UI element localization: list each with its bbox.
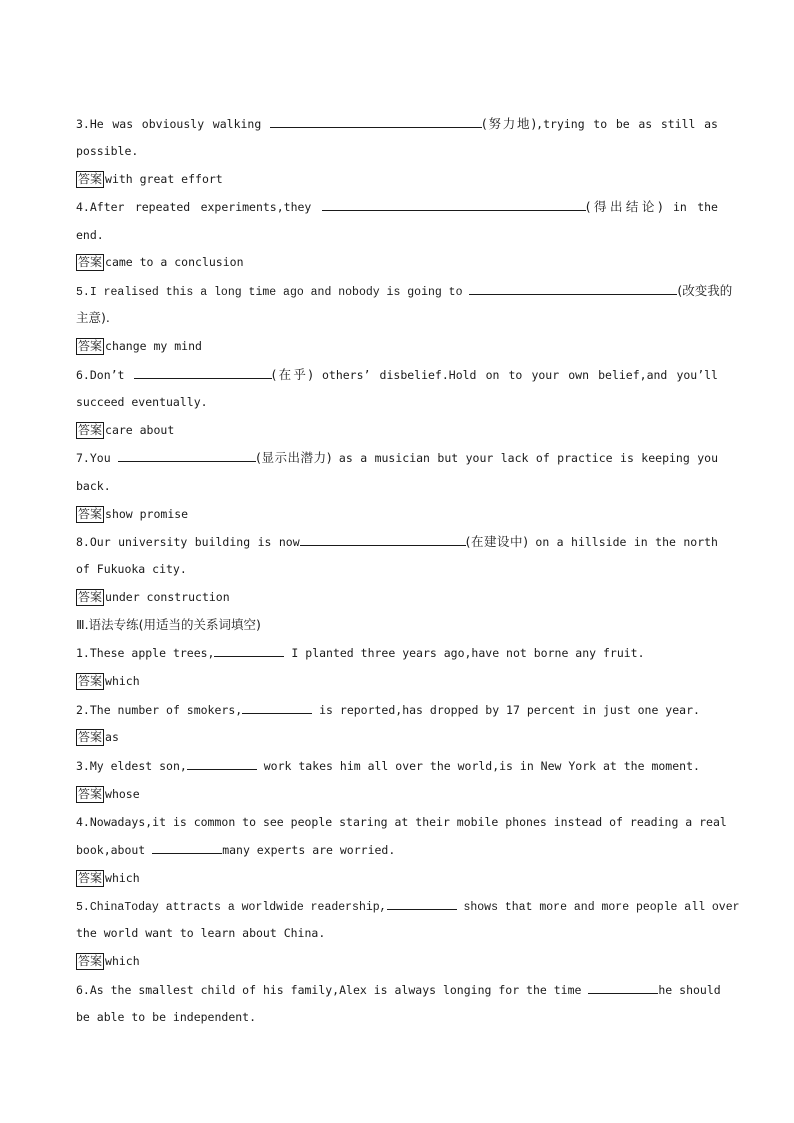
answer-badge: 答案 (78, 590, 103, 604)
grammar-3-line1: 3.My eldest son, work takes him all over the world,is in New York at the moment. (76, 759, 700, 773)
answer-line: 答案 change my mind (78, 339, 202, 353)
answer-blank (322, 199, 586, 211)
answer-badge: 答案 (78, 172, 103, 186)
answer-badge: 答案 (78, 954, 103, 968)
question-8-line2: of Fukuoka city. (76, 562, 187, 576)
question-7-line2: back. (76, 479, 111, 493)
question-4-line1: 4.After repeated experiments,they (得出结论) in the (76, 199, 718, 214)
answer-blank (134, 367, 272, 379)
answer-blank (152, 842, 222, 854)
grammar-6-line2: be able to be independent. (76, 1010, 257, 1024)
answer-blank (214, 645, 284, 657)
answer-blank (270, 116, 482, 128)
question-6-line2: succeed eventually. (76, 395, 208, 409)
answer-line: 答案 whose (78, 787, 140, 801)
question-3-line2: possible. (76, 144, 139, 158)
question-4-line2: end. (76, 228, 104, 242)
answer-badge: 答案 (78, 787, 103, 801)
answer-badge: 答案 (78, 871, 103, 885)
answer-badge: 答案 (78, 730, 103, 744)
grammar-1-line1: 1.These apple trees, I planted three years ago,have not borne any fruit. (76, 646, 645, 660)
answer-badge: 答案 (78, 507, 103, 521)
grammar-2-line1: 2.The number of smokers, is reported,has dropped by 17 percent in just one year. (76, 703, 700, 717)
answer-blank (187, 758, 257, 770)
question-6-line1: 6.Don’t (在乎) others’ disbelief.Hold on to your own belief,and you’ll (76, 367, 718, 382)
question-5-line2: 主意). (76, 310, 110, 325)
section-3-title: Ⅲ.语法专练(用适当的关系词填空) (76, 617, 261, 632)
question-3-line1: 3.He was obviously walking (努力地),trying to be as still as (76, 116, 718, 131)
answer-line: 答案 came to a conclusion (78, 255, 244, 269)
answer-blank (118, 450, 256, 462)
answer-blank (387, 898, 457, 910)
answer-line: 答案 care about (78, 423, 175, 437)
question-7-line1: 7.You (显示出潜力) as a musician but your lack of practice is keeping you (76, 450, 718, 465)
grammar-5-line1: 5.ChinaToday attracts a worldwide readership, shows that more and more people all over (76, 898, 718, 916)
answer-line: 答案 which (78, 674, 140, 688)
answer-badge: 答案 (78, 674, 103, 688)
answer-line: 答案 as (78, 730, 119, 744)
grammar-5-line2: the world want to learn about China. (76, 926, 326, 940)
answer-line: 答案 with great effort (78, 172, 223, 186)
question-5-line1: 5.I realised this a long time ago and nobody is going to (改变我的 (76, 283, 733, 299)
answer-badge: 答案 (78, 255, 103, 269)
answer-blank (469, 283, 677, 295)
grammar-4-line2: book,about many experts are worried. (76, 843, 396, 857)
answer-blank (242, 702, 312, 714)
answer-blank (300, 534, 466, 546)
answer-line: 答案 show promise (78, 507, 189, 521)
grammar-6-line1: 6.As the smallest child of his family,Alex is always longing for the time he should (76, 983, 721, 997)
answer-badge: 答案 (78, 339, 103, 353)
answer-badge: 答案 (78, 423, 103, 437)
answer-line: 答案 under construction (78, 590, 230, 604)
answer-blank (588, 982, 658, 994)
grammar-4-line1: 4.Nowadays,it is common to see people staring at their mobile phones instead of reading a real (76, 815, 727, 829)
answer-line: 答案 which (78, 871, 140, 885)
question-8-line1: 8.Our university building is now (在建设中) on a hillside in the north (76, 534, 718, 549)
answer-line: 答案 which (78, 954, 140, 968)
